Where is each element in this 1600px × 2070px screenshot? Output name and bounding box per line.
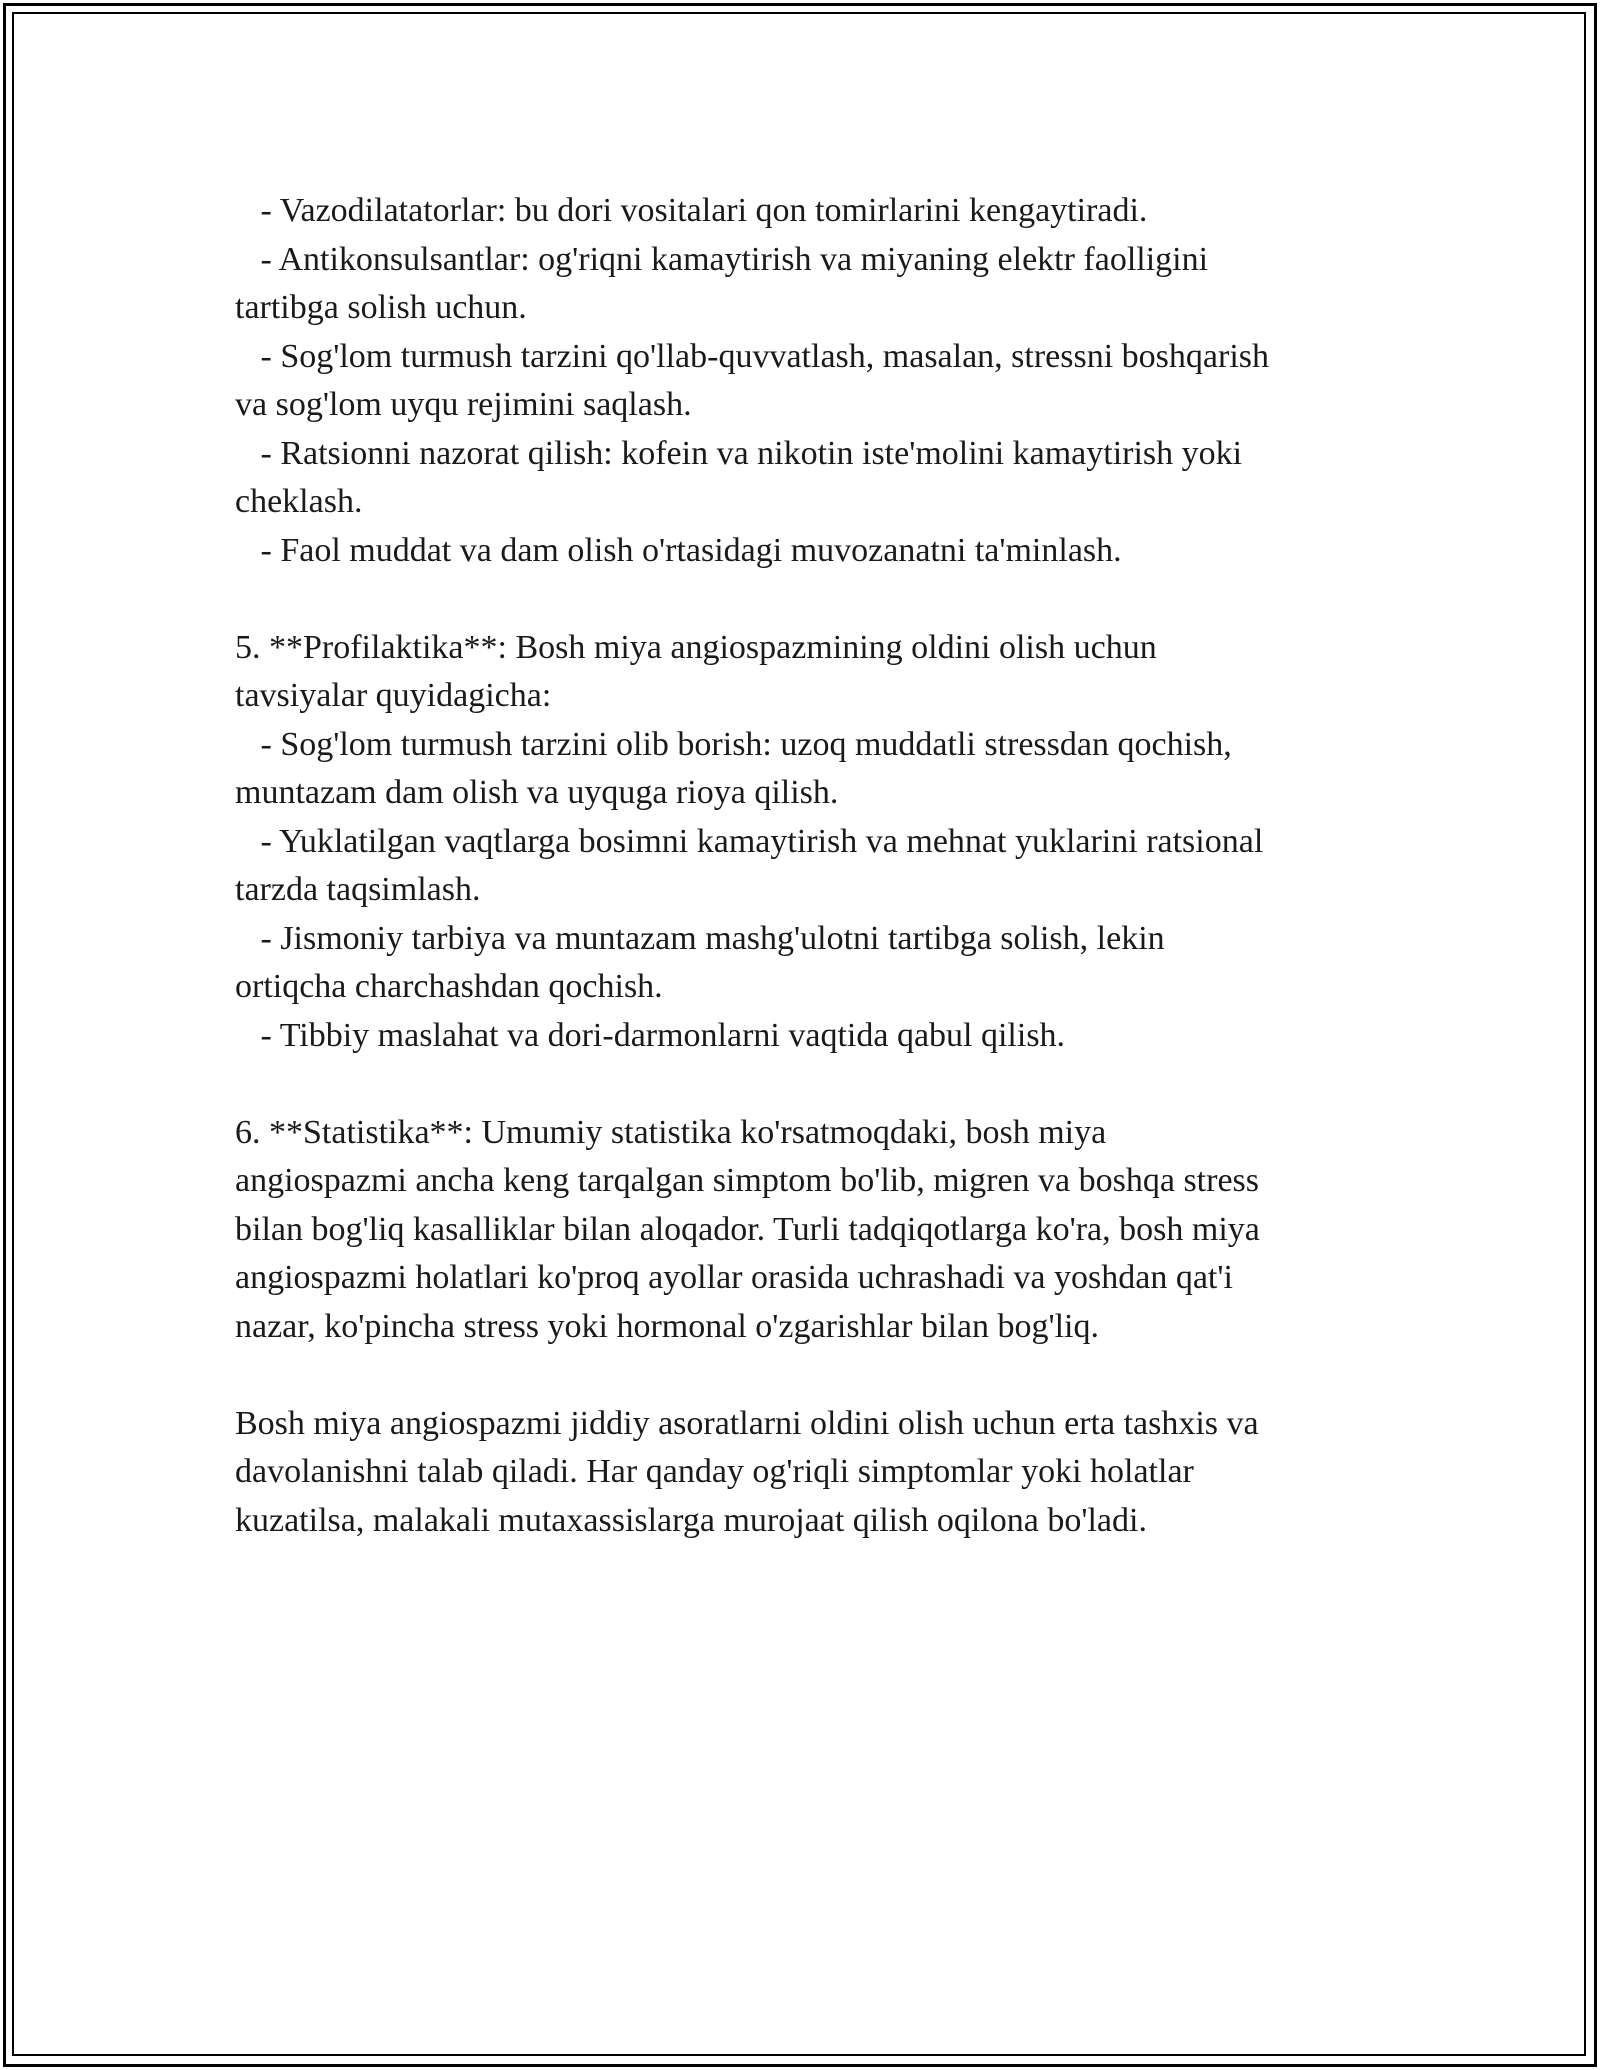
text-line: - Faol muddat va dam olish o'rtasidagi muvozanatni ta'minlash. xyxy=(235,531,1122,569)
text-line: tartibga solish uchun. xyxy=(235,289,527,326)
text-line: - Sog'lom turmush tarzini olib borish: uzoq muddatli stressdan qochish, xyxy=(235,725,1232,763)
text-line: tarzda taqsimlash. xyxy=(235,871,481,908)
document-body xyxy=(235,187,1375,1545)
text-line: va sog'lom uyqu rejimini saqlash. xyxy=(235,386,692,423)
text-line: - Jismoniy tarbiya va muntazam mashg'ulotni tartibga solish, lekin xyxy=(235,919,1165,957)
text-line: - Tibbiy maslahat va dori-darmonlarni vaqtida qabul qilish. xyxy=(235,1016,1066,1054)
text-line: angiospazmi holatlari ko'proq ayollar orasida uchrashadi va yoshdan qat'i xyxy=(235,1259,1233,1296)
conclusion-line: davolanishni talab qiladi. Har qanday og'riqli simptomlar yoki holatlar xyxy=(235,1453,1194,1490)
paragraph-gap xyxy=(235,1351,1375,1400)
text-line: bilan bog'liq kasalliklar bilan aloqador. Turli tadqiqotlarga ko'ra, bosh miya xyxy=(235,1210,1260,1248)
conclusion-line: Bosh miya angiospazmi jiddiy asoratlarni oldini olish uchun erta tashxis va xyxy=(235,1404,1259,1442)
text-line: muntazam dam olish va uyquga rioya qilish. xyxy=(235,774,839,811)
text-line: nazar, ko'pincha stress yoki hormonal o'zgarishlar bilan bog'liq. xyxy=(235,1307,1099,1345)
section-heading-profilaktika: 5. **Profilaktika**: Bosh miya angiospazmining oldini olish uchun xyxy=(235,628,1157,666)
text-line: cheklash. xyxy=(235,483,363,520)
text-line: ortiqcha charchashdan qochish. xyxy=(235,968,663,1005)
text-line: angiospazmi ancha keng tarqalgan simptom bo'lib, migren va boshqa stress xyxy=(235,1162,1260,1199)
text-line: - Antikonsulsantlar: og'riqni kamaytirish va miyaning elektr faolligini xyxy=(235,240,1209,278)
text-line: - Vazodilatatorlar: bu dori vositalari qon tomirlarini kengaytiradi. xyxy=(235,192,1148,229)
paragraph-gap xyxy=(235,1060,1375,1109)
paragraph-gap xyxy=(235,575,1375,624)
conclusion-line: kuzatilsa, malakali mutaxassislarga murojaat qilish oqilona bo'ladi. xyxy=(235,1501,1147,1539)
text-line: - Sog'lom turmush tarzini qo'llab-quvvatlash, masalan, stressni boshqarish xyxy=(235,337,1269,375)
text-line: - Yuklatilgan vaqtlarga bosimni kamaytirish va mehnat yuklarini ratsional xyxy=(235,822,1264,860)
text-line: - Ratsionni nazorat qilish: kofein va nikotin iste'molini kamaytirish yoki xyxy=(235,434,1243,472)
section-heading-statistika: 6. **Statistika**: Umumiy statistika ko'rsatmoqdaki, bosh miya xyxy=(235,1113,1107,1151)
text-line: tavsiyalar quyidagicha: xyxy=(235,677,552,714)
